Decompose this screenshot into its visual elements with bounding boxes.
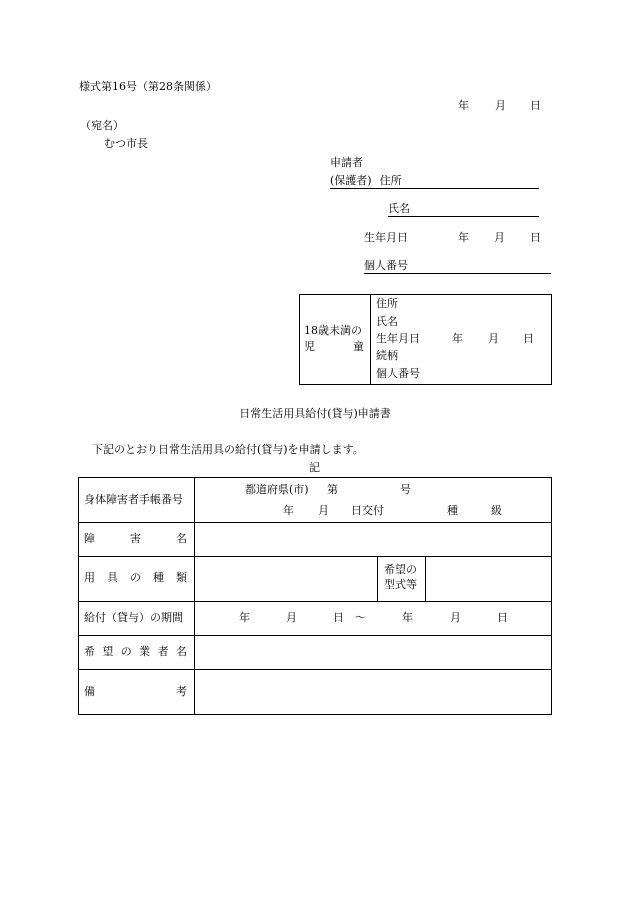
birth-year: 年: [458, 231, 469, 244]
child-address-label: 住所: [376, 297, 398, 310]
label-char: 類: [176, 571, 187, 584]
applicant-address-line: [330, 174, 539, 189]
table-row-divider: [78, 669, 552, 670]
table-row-divider: [78, 556, 552, 557]
remarks-label: [84, 685, 187, 699]
table-row-divider: [78, 522, 552, 523]
handbook-dai: 第: [327, 483, 338, 496]
applicant-name-line: [388, 202, 539, 217]
model-cell-right-border: [425, 556, 426, 601]
period-to-year: 年: [402, 611, 413, 624]
child-box-divider: [370, 294, 371, 385]
addressee-label: （宛名）: [80, 119, 124, 132]
document-title: 日常生活用具給付(貸与)申請書: [239, 407, 391, 420]
address-label: 住所: [379, 174, 402, 187]
child-label-dou: 童: [353, 340, 364, 353]
date-month: 月: [495, 99, 506, 112]
child-birth-month: 月: [488, 332, 499, 345]
handbook-kyu: 級: [491, 504, 502, 517]
child-name-label: 氏名: [376, 315, 398, 328]
personal-number-line: [364, 259, 551, 274]
child-label-ji: 児: [304, 340, 315, 353]
desired-model-label-2: 型式等: [384, 578, 417, 591]
desired-model-label-1: 希望の: [384, 563, 417, 576]
label-char: 種: [153, 571, 164, 584]
label-char: 具: [107, 571, 118, 584]
period-from-month: 月: [286, 611, 297, 624]
label-char: 業: [139, 645, 151, 658]
label-char: 備: [84, 685, 95, 698]
guardian-label: (保護者): [330, 174, 372, 187]
model-cell-left-border: [377, 556, 378, 601]
ki-label: 記: [309, 461, 320, 474]
label-char: 障: [84, 532, 95, 545]
handbook-prefecture: 都道府県(市): [245, 483, 309, 496]
period-to-day: 日: [497, 611, 508, 624]
birth-month: 月: [494, 231, 505, 244]
applicant-label: 申請者: [330, 156, 363, 169]
child-label-line2: [304, 340, 364, 354]
child-birth-year: 年: [452, 332, 463, 345]
birth-day: 日: [530, 231, 541, 244]
supply-period-label: 給付（貸与）の期間: [84, 611, 183, 624]
child-birth-day: 日: [523, 332, 534, 345]
label-char: の: [120, 645, 132, 658]
disability-name-label: [84, 532, 187, 546]
label-char: 害: [130, 532, 141, 545]
desired-vendor-label: [84, 645, 187, 659]
label-char: 考: [176, 685, 187, 698]
label-char: の: [130, 571, 141, 584]
label-char: 望: [102, 645, 114, 658]
table-col-divider: [194, 477, 195, 715]
table-row-divider: [78, 601, 552, 602]
label-char: 希: [84, 645, 95, 658]
child-relationship-label: 続柄: [376, 349, 398, 362]
application-table: [78, 477, 552, 715]
handbook-shu: 種: [447, 504, 458, 517]
period-tilde: ～: [355, 611, 366, 624]
equipment-type-label: [84, 571, 187, 585]
label-char: 名: [176, 532, 187, 545]
child-birthdate-label: 生年月日: [376, 332, 420, 345]
label-char: 用: [84, 571, 95, 584]
handbook-number-label: 身体障害者手帳番号: [84, 493, 183, 506]
handbook-go: 号: [400, 483, 411, 496]
period-to-month: 月: [450, 611, 461, 624]
addressee-name: むつ市長: [104, 137, 148, 150]
label-char: 名: [175, 645, 187, 658]
child-personal-number-label: 個人番号: [376, 367, 420, 380]
handbook-year: 年: [283, 504, 294, 517]
name-label: 氏名: [388, 202, 410, 215]
personal-number-label: 個人番号: [364, 259, 408, 272]
handbook-month: 月: [318, 504, 329, 517]
table-row-divider: [78, 635, 552, 636]
date-day: 日: [530, 99, 541, 112]
child-label-line1: 18歳未満の: [304, 324, 362, 337]
handbook-issued: 日交付: [351, 504, 384, 517]
date-year: 年: [458, 99, 469, 112]
birthdate-label: 生年月日: [364, 231, 408, 244]
form-number: 様式第16号（第28条関係）: [79, 80, 217, 93]
period-from-year: 年: [239, 611, 250, 624]
period-from-day: 日: [333, 611, 344, 624]
label-char: 者: [157, 645, 169, 658]
intro-text: 下記のとおり日常生活用具の給付(貸与)を申請します。: [92, 443, 364, 456]
